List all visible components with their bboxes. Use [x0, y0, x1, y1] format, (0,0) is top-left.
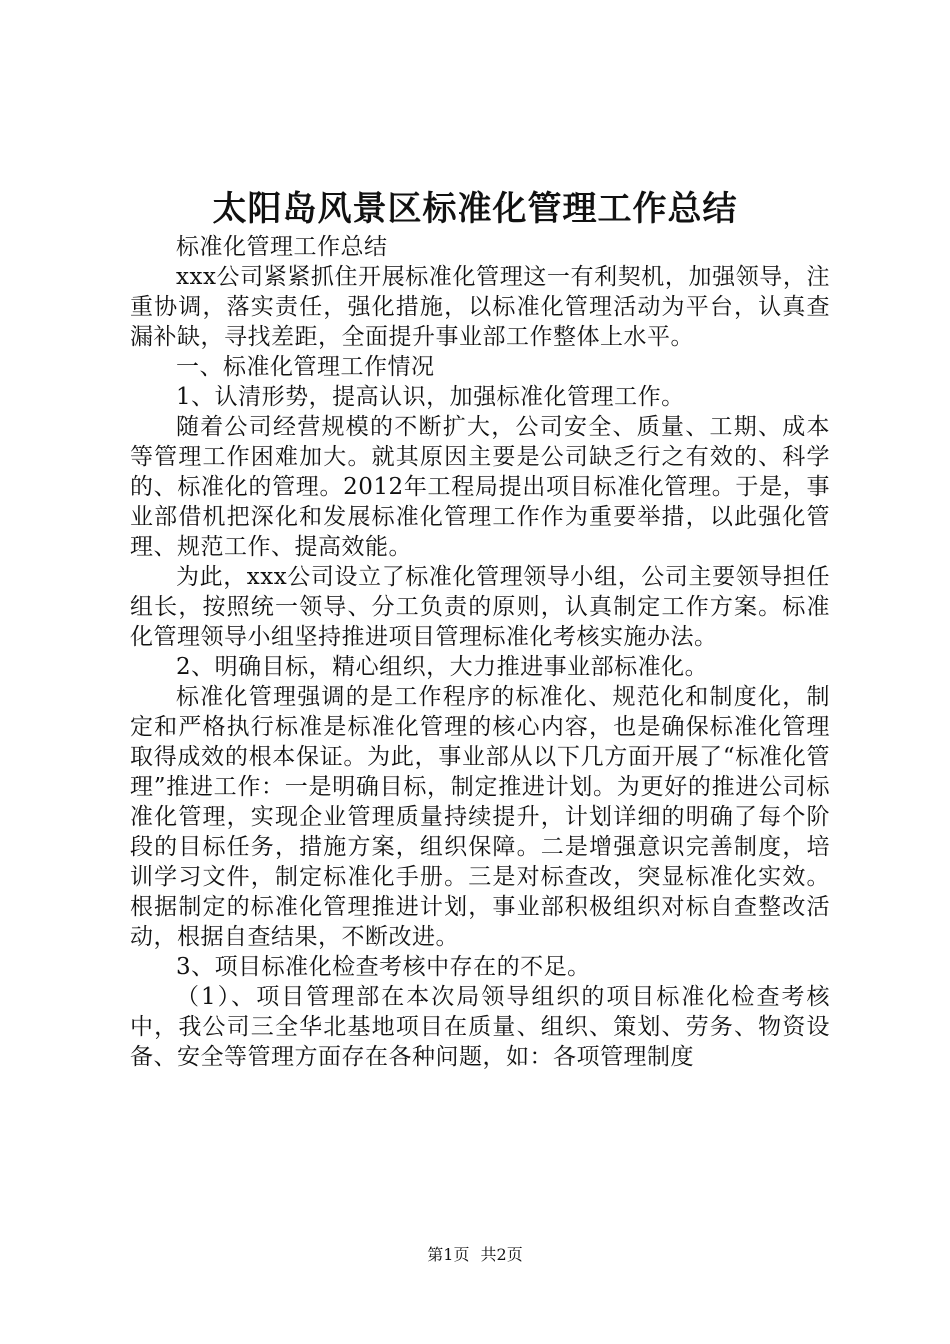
paragraph-leadership-group: 为此，xxx公司设立了标准化管理领导小组，公司主要领导担任组长，按照统一领导、分工负责的原则，认真制定工作方案。标准化管理领导小组坚持推进项目管理标准化考核实施办法。 — [130, 564, 830, 650]
paragraph-subtitle: 标准化管理工作总结 — [176, 234, 388, 260]
section-heading-1: 一、标准化管理工作情况 — [176, 354, 435, 380]
paragraph-background: 随着公司经营规模的不断扩大，公司安全、质量、工期、成本等管理工作困难加大。就其原因主要是公司缺乏行之有效的、科学的、标准化的管理。2012年工程局提出项目标准化管理。于是，事业部借机把深化和发展标准化管理工作作为重要举措，以此强化管理、规范工作、提高效能。 — [130, 414, 830, 560]
subheading-2: 2、明确目标，精心组织，大力推进事业部标准化。 — [176, 654, 709, 680]
document-title: 太阳岛风景区标准化管理工作总结 — [212, 189, 738, 229]
document-body — [130, 232, 830, 1072]
paragraph-intro: xxx公司紧紧抓住开展标准化管理这一有利契机，加强领导，注重协调，落实责任，强化措施，以标准化管理活动为平台，认真查漏补缺，寻找差距，全面提升事业部工作整体上水平。 — [130, 264, 830, 350]
subheading-3: 3、项目标准化检查考核中存在的不足。 — [176, 954, 591, 980]
page-number: 第1页 — [427, 1245, 470, 1264]
page-footer — [0, 1245, 950, 1265]
paragraph-shortcomings: （1）、项目管理部在本次局领导组织的项目标准化检查考核中，我公司三全华北基地项目在质量、组织、策划、劳务、物资设备、安全等管理方面存在各种问题，如：各项管理制度 — [130, 984, 830, 1070]
page-total: 共2页 — [480, 1245, 523, 1264]
subheading-1: 1、认清形势，提高认识，加强标准化管理工作。 — [176, 384, 685, 410]
paragraph-measures: 标准化管理强调的是工作程序的标准化、规范化和制度化，制定和严格执行标准是标准化管理的核心内容，也是确保标准化管理取得成效的根本保证。为此，事业部从以下几方面开展了“标准化管理”推进工作：一是明确目标，制定推进计划。为更好的推进公司标准化管理，实现企业管理质量持续提升，计划详细的明确了每个阶段的目标任务，措施方案，组织保障。二是增强意识完善制度，培训学习文件，制定标准化手册。三是对标查改，突显标准化实效。根据制定的标准化管理推进计划，事业部积极组织对标自查整改活动，根据自查结果，不断改进。 — [130, 684, 830, 950]
